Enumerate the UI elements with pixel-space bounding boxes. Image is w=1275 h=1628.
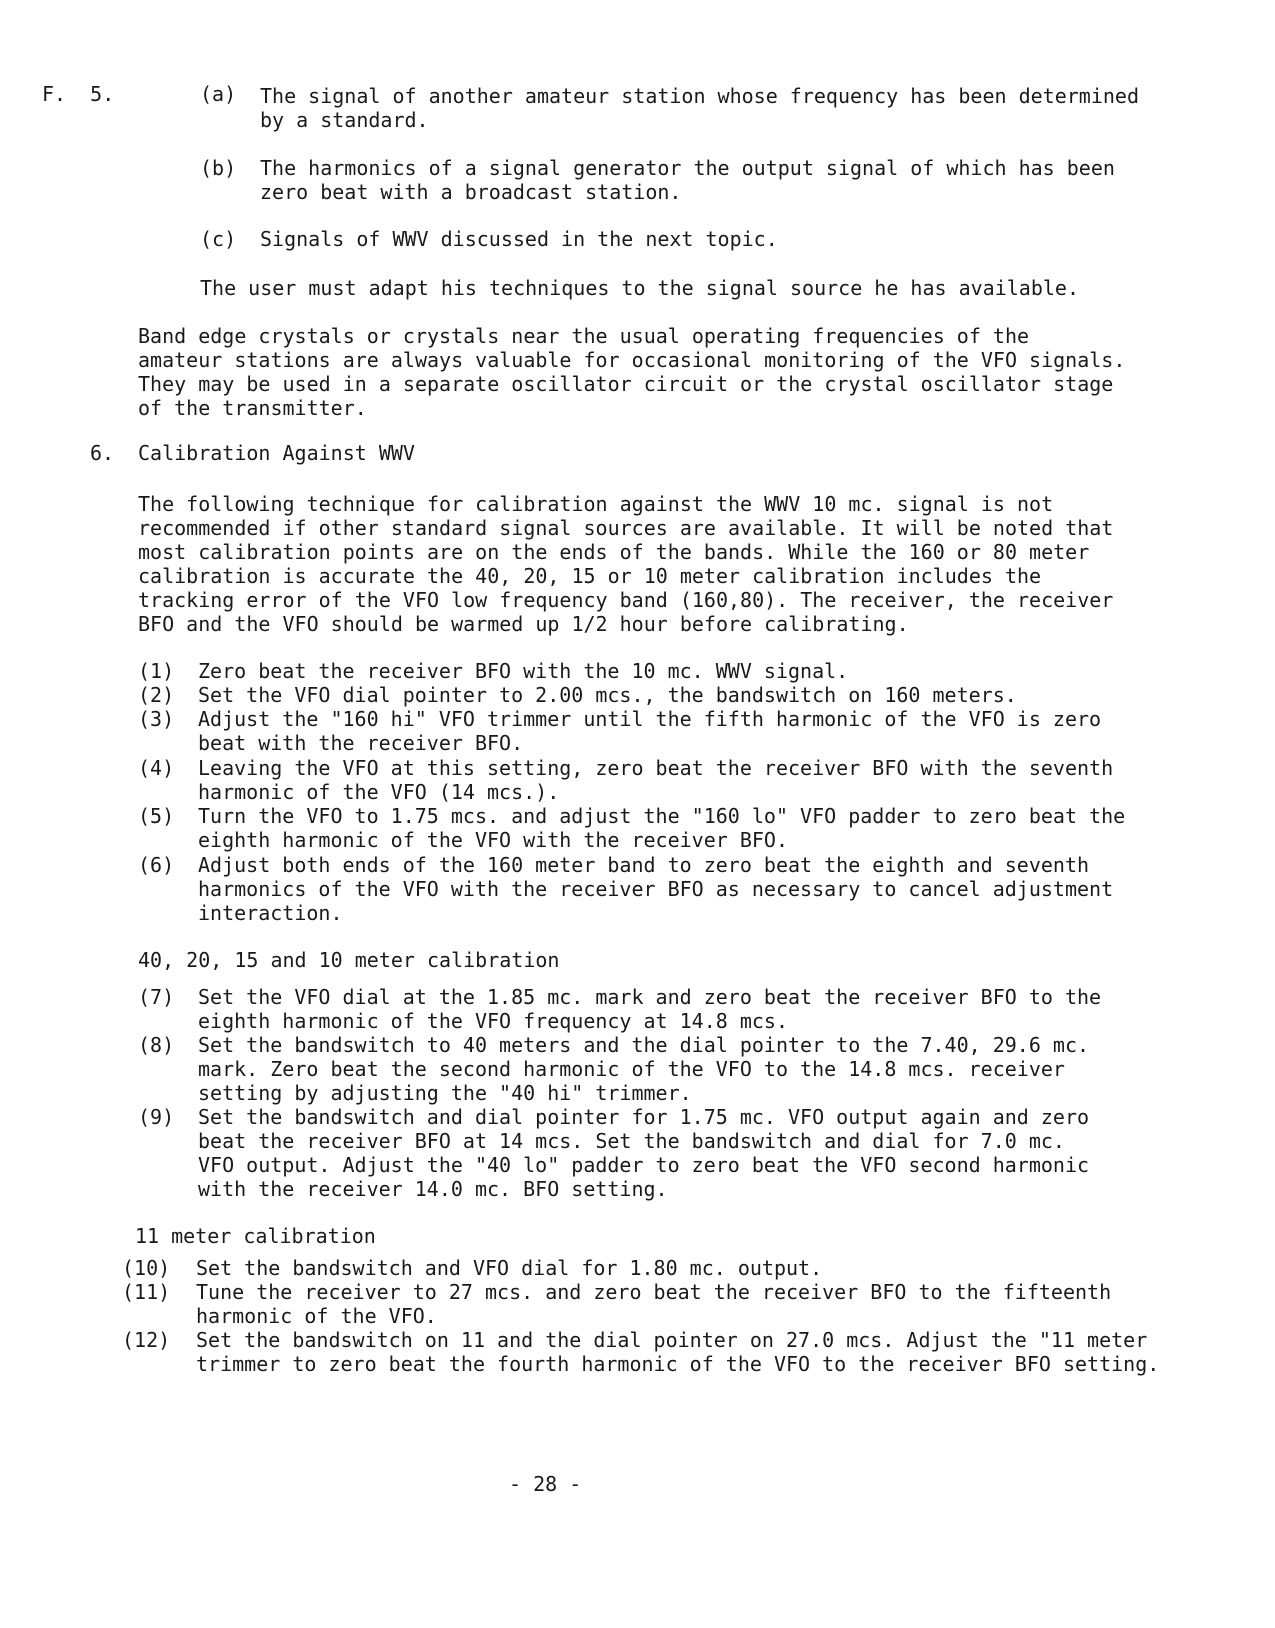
step-text: Set the bandswitch on 11 and the dial pointer on 27.0 mcs. Adjust the "11 meter trimmer to zero beat the fourth harmonic of the VFO to the receiver BFO setting. [196,1328,1160,1376]
step-label: (3) [138,707,175,731]
item-label-b: (b) [200,156,237,180]
item-label-a: (a) [200,82,237,106]
step-label: (2) [138,683,175,707]
item-label-c: (c) [200,227,237,251]
step-text: Leaving the VFO at this setting, zero beat the receiver BFO with the seventh harmonic of the VFO (14 mcs.). [198,756,1114,804]
subheading-11-meter: 11 meter calibration [135,1224,376,1248]
item-text-a: The signal of another amateur station whose frequency has been determined by a standard. [260,84,1139,132]
step-label: (8) [138,1033,175,1057]
step-text: Set the VFO dial at the 1.85 mc. mark and zero beat the receiver BFO to the eighth harmonic of the VFO frequency at 14.8 mcs. [198,985,1102,1033]
step-label: (11) [122,1280,171,1304]
step-label: (4) [138,756,175,780]
section-heading: Calibration Against WWV [138,441,415,465]
step-label: (5) [138,804,175,828]
page-number: - 28 - [509,1472,582,1496]
step-text: Turn the VFO to 1.75 mcs. and adjust the "160 lo" VFO padder to zero beat the eighth harmonic of the VFO with the receiver BFO. [198,804,1126,852]
step-text: Zero beat the receiver BFO with the 10 mc. WWV signal. [198,659,849,683]
intro-paragraph: The following technique for calibration against the WWV 10 mc. signal is not recommended if other standard signal sources are available. It will be noted that most calibration points are on the ends of the bands. While the 160 or 80 meter calibration is accurate the 40, 20, 15 or 10 meter calibration includes the tracking error of the VFO low frequency band (160,80). The receiver, the receiver BFO and the VFO should be warmed up 1/2 hour before calibrating. [138,492,1114,636]
crystal-paragraph: Band edge crystals or crystals near the usual operating frequencies of the amateur stations are always valuable for occasional monitoring of the VFO signals. They may be used in a separate oscillator circuit or the crystal oscillator stage of the transmitter. [138,324,1126,420]
page-ref: F. 5. [42,82,115,106]
step-label: (12) [122,1328,171,1352]
step-text: Adjust both ends of the 160 meter band to zero beat the eighth and seventh harmonics of the VFO with the receiver BFO as necessary to cancel adjustment interaction. [198,853,1114,925]
adapt-paragraph: The user must adapt his techniques to the signal source he has available. [200,276,1079,300]
subheading-40-20-15-10: 40, 20, 15 and 10 meter calibration [138,948,560,972]
section-number: 6. [90,441,115,465]
step-text: Tune the receiver to 27 mcs. and zero beat the receiver BFO to the fifteenth harmonic of the VFO. [196,1280,1112,1328]
step-label: (7) [138,985,175,1009]
item-text-c: Signals of WWV discussed in the next topic. [260,227,778,251]
step-text: Adjust the "160 hi" VFO trimmer until the fifth harmonic of the VFO is zero beat with the receiver BFO. [198,707,1102,755]
step-text: Set the bandswitch and VFO dial for 1.80 mc. output. [196,1256,823,1280]
item-text-b: The harmonics of a signal generator the output signal of which has been zero beat with a broadcast station. [260,156,1115,204]
step-label: (1) [138,659,175,683]
step-text: Set the VFO dial pointer to 2.00 mcs., the bandswitch on 160 meters. [198,683,1017,707]
step-label: (9) [138,1105,175,1129]
step-text: Set the bandswitch to 40 meters and the dial pointer to the 7.40, 29.6 mc. mark. Zero beat the second harmonic of the VFO to the 14.8 mcs. receiver setting by adjusting the "40 hi" trimmer. [198,1033,1090,1105]
step-label: (10) [122,1256,171,1280]
step-label: (6) [138,853,175,877]
step-text: Set the bandswitch and dial pointer for 1.75 mc. VFO output again and zero beat the receiver BFO at 14 mcs. Set the bandswitch and dial for 7.0 mc. VFO output. Adjust the "40 lo" padder to zero beat the VFO second harmonic with the receiver 14.0 mc. BFO setting. [198,1105,1090,1201]
